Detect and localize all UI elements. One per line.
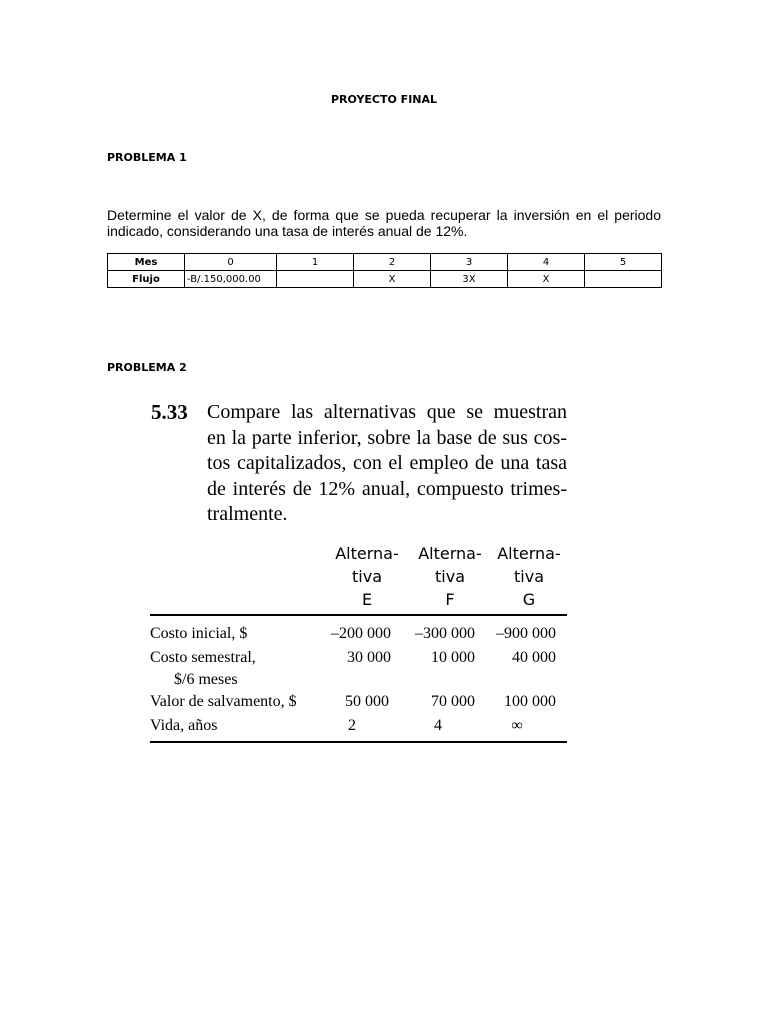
value-cell: 2 [348,717,356,734]
problem-1-statement [107,207,661,239]
statement-line: en la parte inferior, sobre la base de sus cos- [207,426,567,449]
month-cell: 5 [585,254,662,271]
value-cell: 70 000 [431,693,475,710]
value-cell: 40 000 [512,649,556,666]
value-cell: –900 000 [496,625,556,642]
flow-cell: X [354,271,431,288]
table-bottom-rule [150,741,567,743]
flow-cell: -B/.150,000.00 [185,271,277,288]
table-top-rule [150,614,567,616]
alternative-letter: G [522,590,536,609]
value-cell: 50 000 [345,693,389,710]
alternative-header-line: Alterna- [418,544,482,563]
alternative-header-line: Alterna- [497,544,561,563]
cash-flow-table [107,253,662,288]
table-row-months [108,254,662,271]
flow-cell: 3X [431,271,508,288]
value-cell: 30 000 [347,649,391,666]
alternative-e-header [327,542,407,611]
month-cell: 3 [431,254,508,271]
alternative-f-header [410,542,490,611]
problem-2-label: PROBLEMA 2 [107,361,187,374]
flow-cell: X [508,271,585,288]
statement-line: indicado, considerando una tasa de interés anual de 12%. [107,223,468,239]
table-row-flows [108,271,662,288]
alternative-letter: E [361,590,373,609]
flow-header: Flujo [108,271,185,288]
alternative-header-line: tiva [435,567,465,586]
flow-cell [277,271,354,288]
value-cell: 100 000 [504,693,556,710]
alternative-header-line: Alterna- [335,544,399,563]
problem-1-label: PROBLEMA 1 [107,151,187,164]
row-label: Vida, años [150,717,218,734]
month-cell: 4 [508,254,585,271]
month-cell: 2 [354,254,431,271]
alternative-letter: F [445,590,455,609]
value-cell: 10 000 [431,649,475,666]
value-cell: 4 [434,717,442,734]
row-label: Costo inicial, $ [150,625,248,642]
statement-line: tos capitalizados, con el empleo de una tasa [207,452,567,474]
statement-line: Determine el valor de X, de forma que se pueda recuperar la inversión en el periodo [107,207,661,223]
row-label: Costo semestral, [150,649,256,666]
flow-cell [585,271,662,288]
alternative-header-line: tiva [352,567,382,586]
statement-line: de interés de 12% anual, compuesto trimes- [207,477,567,500]
document-title: PROYECTO FINAL [330,93,438,106]
exercise-number: 5.33 [151,400,188,424]
month-cell: 0 [185,254,277,271]
exercise-statement [207,400,567,528]
value-cell: ∞ [511,717,523,734]
value-cell: –300 000 [415,625,475,642]
month-cell: 1 [277,254,354,271]
statement-line: tralmente. [207,503,288,525]
alternative-header-line: tiva [514,567,544,586]
row-label: Valor de salvamento, $ [150,693,297,710]
row-label-continued: $/6 meses [174,671,238,688]
month-header: Mes [108,254,185,271]
alternative-g-header [489,542,569,611]
statement-line: Compare las alternativas que se muestran [207,401,567,423]
value-cell: –200 000 [331,625,391,642]
